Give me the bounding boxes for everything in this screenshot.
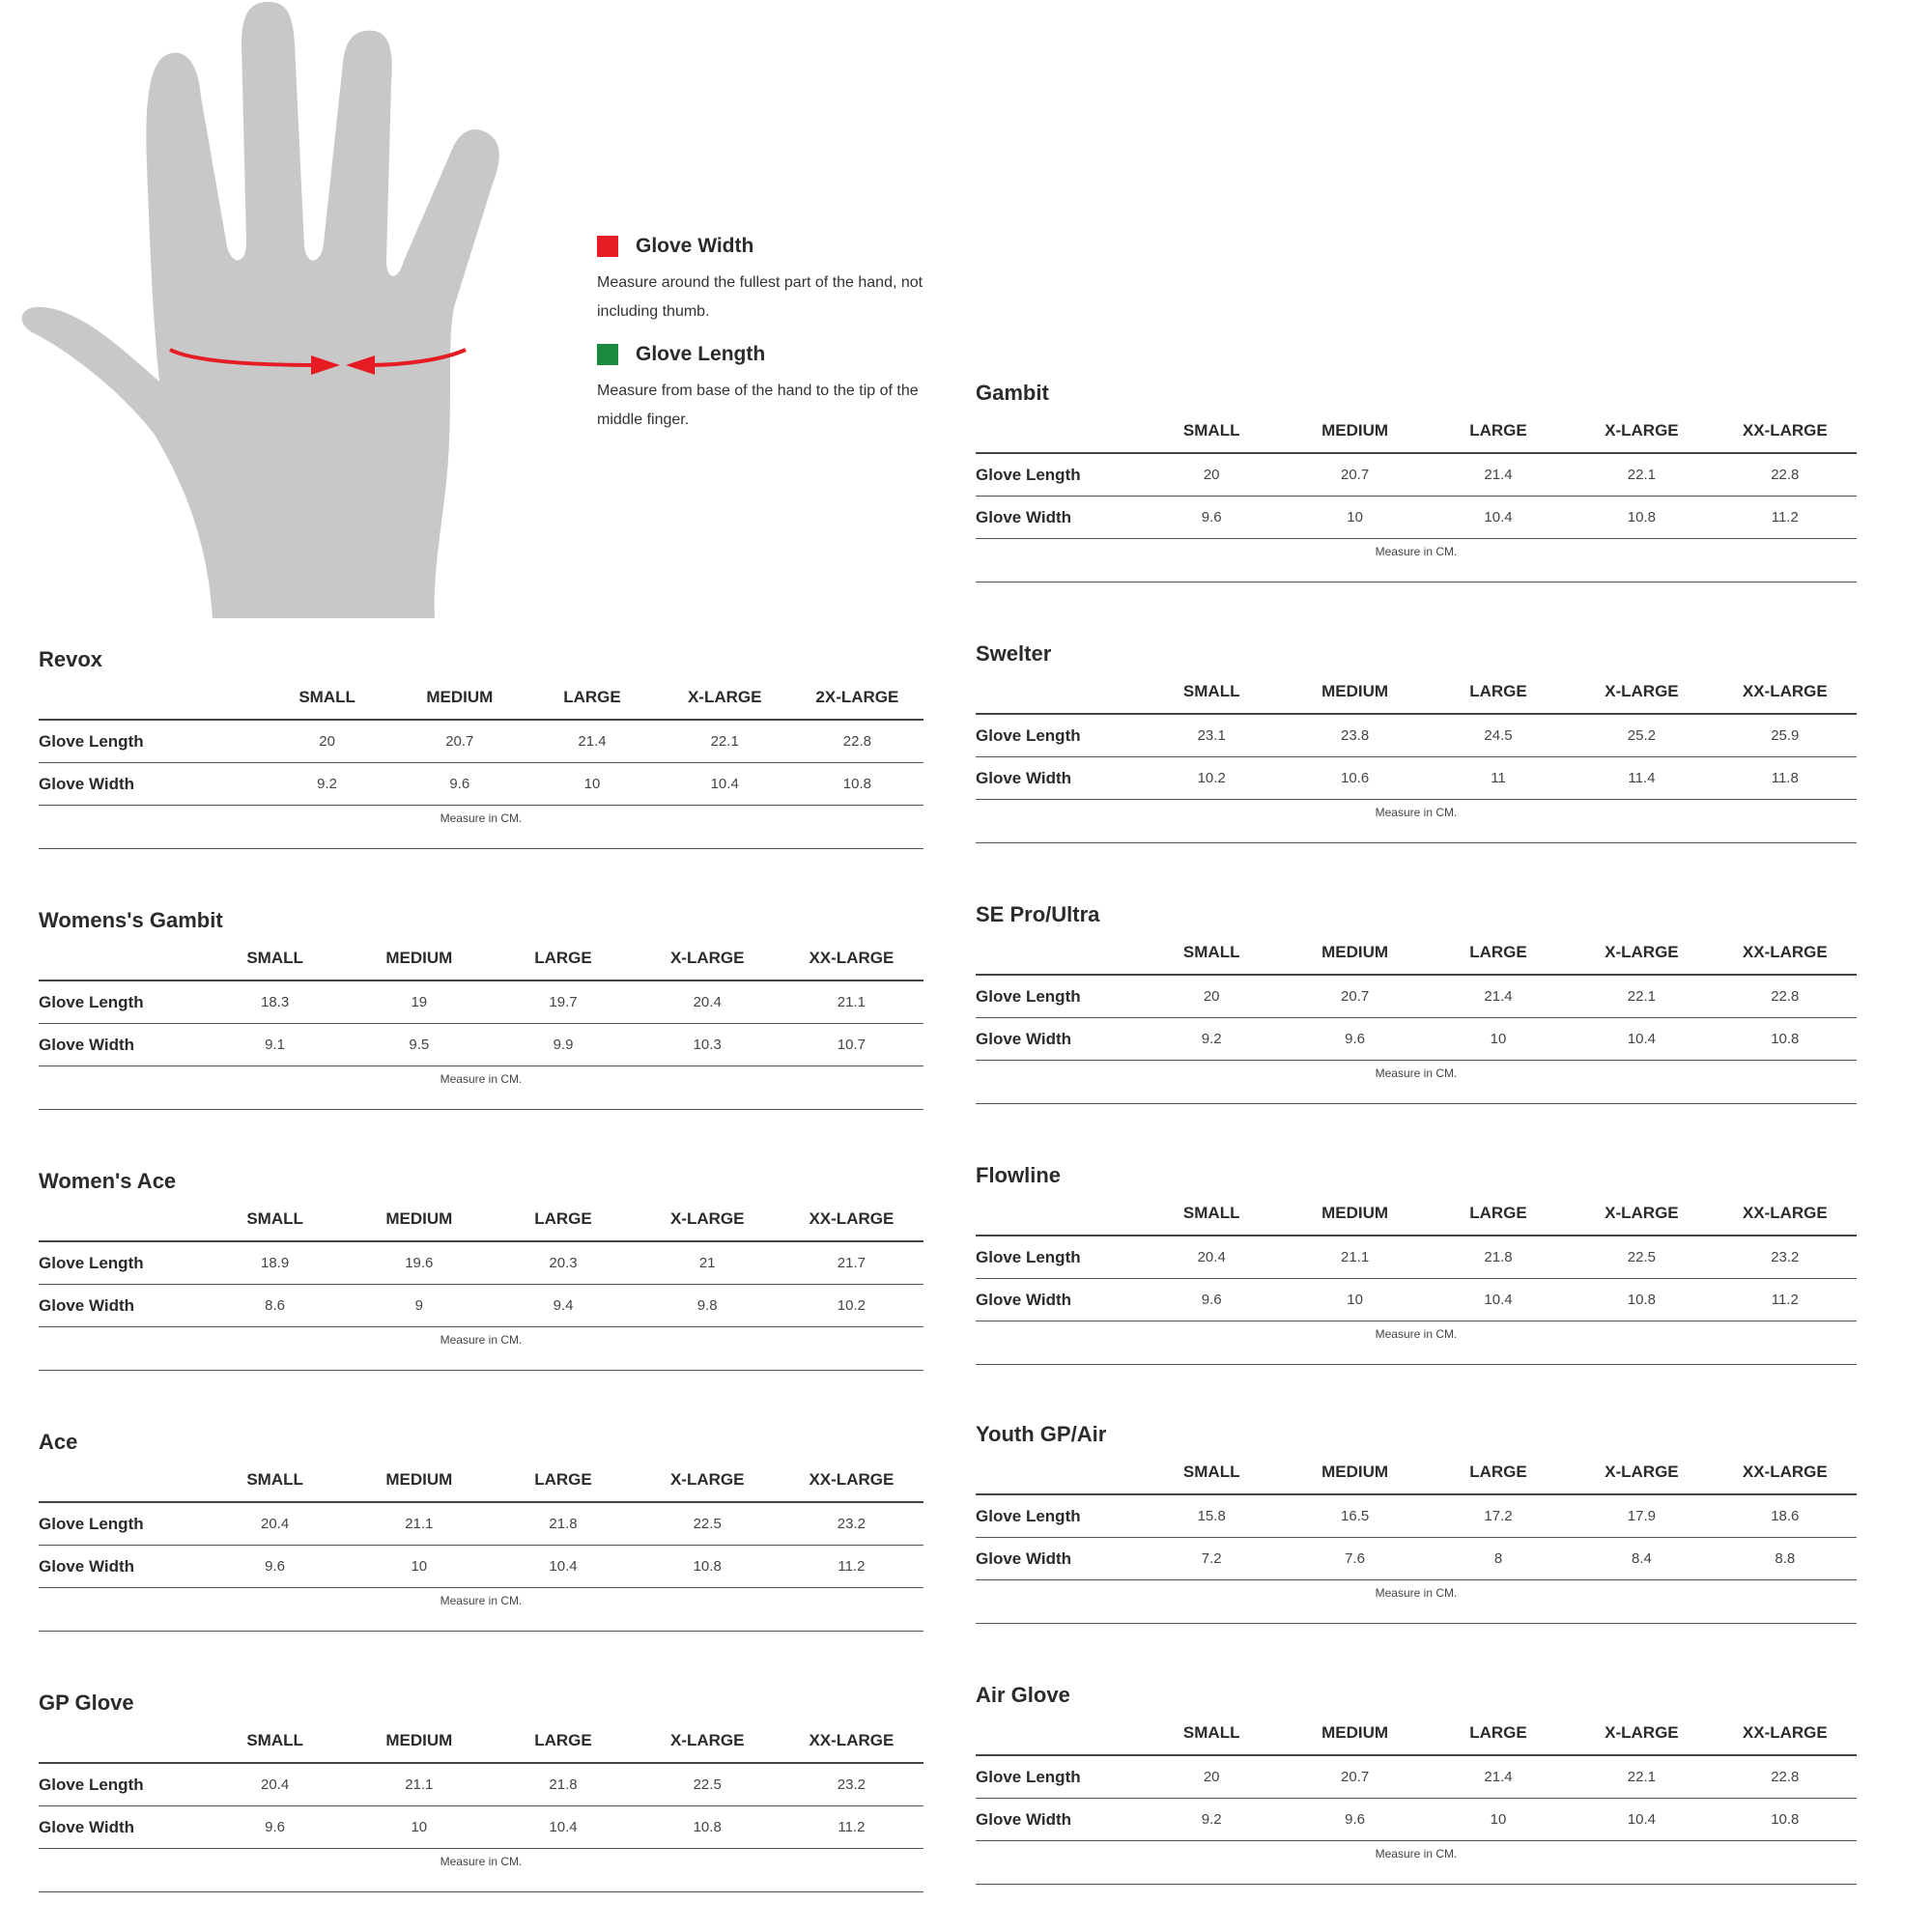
size-grid [39, 1459, 923, 1588]
units-note: Measure in CM. [39, 1066, 923, 1110]
size-header: MEDIUM [1283, 1192, 1426, 1236]
measurement-cell: 10.8 [636, 1546, 780, 1588]
size-header: LARGE [491, 1459, 635, 1503]
row-label: Glove Width [39, 1546, 203, 1588]
size-header: XX-LARGE [780, 1198, 923, 1242]
measurement-cell: 10.4 [491, 1806, 635, 1849]
row-label: Glove Length [39, 1503, 203, 1546]
row-label: Glove Width [976, 1538, 1140, 1580]
measurement-cell: 8 [1427, 1538, 1570, 1580]
measurement-cell: 22.5 [636, 1503, 780, 1546]
measurement-cell: 18.9 [203, 1242, 347, 1285]
measurement-legend [597, 232, 945, 448]
measurement-cell: 9.2 [1140, 1799, 1283, 1841]
measurement-cell: 10.4 [1427, 1279, 1570, 1321]
size-header: SMALL [1140, 670, 1283, 715]
size-header: SMALL [1140, 1192, 1283, 1236]
size-header: LARGE [1427, 670, 1570, 715]
size-header: X-LARGE [1570, 670, 1713, 715]
table-title: GP Glove [39, 1690, 134, 1715]
size-header: MEDIUM [347, 937, 491, 981]
measurement-cell: 11.2 [780, 1806, 923, 1849]
header-corner [976, 670, 1140, 715]
header-corner [39, 1719, 203, 1764]
size-header: SMALL [1140, 931, 1283, 976]
size-table-swelter [976, 638, 1857, 843]
row-label: Glove Length [39, 981, 203, 1024]
measurement-cell: 9.6 [1140, 1279, 1283, 1321]
measurement-cell: 11 [1427, 757, 1570, 800]
measurement-cell: 22.5 [1570, 1236, 1713, 1279]
measurement-cell: 20.4 [203, 1503, 347, 1546]
measurement-cell: 10 [1283, 1279, 1426, 1321]
size-header: SMALL [203, 1719, 347, 1764]
measurement-cell: 23.2 [780, 1503, 923, 1546]
measurement-cell: 21.1 [347, 1503, 491, 1546]
measurement-cell: 10.7 [780, 1024, 923, 1066]
hand-illustration [0, 0, 541, 628]
measurement-cell: 9.6 [1283, 1018, 1426, 1061]
units-note: Measure in CM. [976, 539, 1857, 582]
measurement-cell: 10.6 [1283, 757, 1426, 800]
hand-silhouette [22, 2, 499, 618]
table-title: Air Glove [976, 1683, 1070, 1707]
measurement-cell: 18.6 [1714, 1495, 1857, 1538]
size-grid [976, 1712, 1857, 1841]
measurement-cell: 11.2 [780, 1546, 923, 1588]
measurement-cell: 21.8 [491, 1503, 635, 1546]
row-label: Glove Length [976, 1756, 1140, 1799]
measurement-cell: 20.7 [393, 721, 526, 763]
size-table-air-glove [976, 1679, 1857, 1885]
size-header: SMALL [203, 937, 347, 981]
measurement-cell: 9.9 [491, 1024, 635, 1066]
row-label: Glove Length [976, 715, 1140, 757]
size-header: X-LARGE [659, 676, 791, 721]
units-note: Measure in CM. [39, 806, 923, 849]
units-note: Measure in CM. [976, 800, 1857, 843]
size-header: MEDIUM [347, 1198, 491, 1242]
header-corner [39, 1459, 203, 1503]
measurement-cell: 22.8 [1714, 976, 1857, 1018]
row-label: Glove Width [976, 757, 1140, 800]
measurement-cell: 10.8 [1714, 1018, 1857, 1061]
size-grid [976, 410, 1857, 539]
size-header: LARGE [1427, 931, 1570, 976]
size-header: XX-LARGE [1714, 410, 1857, 454]
size-header: XX-LARGE [780, 937, 923, 981]
row-label: Glove Width [976, 1799, 1140, 1841]
measurement-cell: 20.7 [1283, 454, 1426, 497]
size-grid [976, 931, 1857, 1061]
size-header: X-LARGE [636, 1719, 780, 1764]
measurement-cell: 15.8 [1140, 1495, 1283, 1538]
measurement-cell: 10 [1283, 497, 1426, 539]
measurement-cell: 10.4 [1570, 1799, 1713, 1841]
measurement-cell: 22.1 [1570, 1756, 1713, 1799]
legend-description: Measure from base of the hand to the tip of the middle finger. [597, 383, 919, 428]
measurement-cell: 10 [1427, 1799, 1570, 1841]
size-grid [39, 937, 923, 1066]
measurement-cell: 20.7 [1283, 1756, 1426, 1799]
size-header: XX-LARGE [1714, 1451, 1857, 1495]
measurement-cell: 21.1 [1283, 1236, 1426, 1279]
measurement-cell: 22.1 [1570, 454, 1713, 497]
units-note: Measure in CM. [976, 1580, 1857, 1624]
size-table-gp-glove [39, 1687, 923, 1892]
size-table-womens-gambit [39, 904, 923, 1110]
row-label: Glove Length [976, 1236, 1140, 1279]
size-table-se-pro-ultra [976, 898, 1857, 1104]
table-title: SE Pro/Ultra [976, 902, 1100, 926]
row-label: Glove Length [976, 454, 1140, 497]
size-header: MEDIUM [1283, 410, 1426, 454]
legend-glove-length [597, 340, 945, 435]
size-header: SMALL [203, 1198, 347, 1242]
header-corner [976, 1451, 1140, 1495]
row-label: Glove Length [39, 721, 261, 763]
measurement-cell: 10.2 [780, 1285, 923, 1327]
units-note: Measure in CM. [39, 1588, 923, 1632]
measurement-cell: 10.8 [1570, 497, 1713, 539]
measurement-cell: 9.1 [203, 1024, 347, 1066]
measurement-cell: 21.8 [1427, 1236, 1570, 1279]
size-grid [976, 1451, 1857, 1580]
measurement-cell: 8.8 [1714, 1538, 1857, 1580]
measurement-cell: 9.5 [347, 1024, 491, 1066]
measurement-cell: 10.3 [636, 1024, 780, 1066]
measurement-cell: 8.4 [1570, 1538, 1713, 1580]
size-header: SMALL [261, 676, 393, 721]
size-table-youth-gp-air [976, 1418, 1857, 1624]
size-header: X-LARGE [636, 1459, 780, 1503]
measurement-cell: 8.6 [203, 1285, 347, 1327]
table-title: Swelter [976, 641, 1052, 666]
size-header: MEDIUM [1283, 1451, 1426, 1495]
row-label: Glove Width [39, 1024, 203, 1066]
row-label: Glove Width [976, 1018, 1140, 1061]
measurement-cell: 17.2 [1427, 1495, 1570, 1538]
size-grid [976, 1192, 1857, 1321]
size-header: XX-LARGE [1714, 670, 1857, 715]
size-grid [976, 670, 1857, 800]
measurement-cell: 21.7 [780, 1242, 923, 1285]
size-header: X-LARGE [1570, 1712, 1713, 1756]
measurement-cell: 11.4 [1570, 757, 1713, 800]
row-label: Glove Width [39, 1285, 203, 1327]
measurement-cell: 23.2 [780, 1764, 923, 1806]
row-label: Glove Length [39, 1764, 203, 1806]
row-label: Glove Length [39, 1242, 203, 1285]
size-header: LARGE [526, 676, 658, 721]
measurement-cell: 21.4 [526, 721, 658, 763]
measurement-cell: 18.3 [203, 981, 347, 1024]
measurement-cell: 10.8 [791, 763, 923, 806]
measurement-cell: 16.5 [1283, 1495, 1426, 1538]
units-note: Measure in CM. [976, 1061, 1857, 1104]
measurement-cell: 22.5 [636, 1764, 780, 1806]
measurement-cell: 21.4 [1427, 976, 1570, 1018]
table-title: Womens's Gambit [39, 908, 223, 932]
row-label: Glove Width [39, 1806, 203, 1849]
measurement-cell: 19.6 [347, 1242, 491, 1285]
size-header: MEDIUM [347, 1719, 491, 1764]
measurement-cell: 24.5 [1427, 715, 1570, 757]
measurement-cell: 21 [636, 1242, 780, 1285]
measurement-cell: 17.9 [1570, 1495, 1713, 1538]
size-grid [39, 1719, 923, 1849]
measurement-cell: 11.8 [1714, 757, 1857, 800]
measurement-cell: 20 [1140, 1756, 1283, 1799]
measurement-cell: 9.2 [1140, 1018, 1283, 1061]
measurement-cell: 10.8 [1714, 1799, 1857, 1841]
size-header: X-LARGE [636, 937, 780, 981]
header-corner [976, 1192, 1140, 1236]
size-header: X-LARGE [636, 1198, 780, 1242]
measurement-cell: 21.4 [1427, 454, 1570, 497]
measurement-cell: 10.8 [636, 1806, 780, 1849]
size-header: MEDIUM [1283, 670, 1426, 715]
measurement-cell: 25.2 [1570, 715, 1713, 757]
measurement-cell: 22.1 [1570, 976, 1713, 1018]
row-label: Glove Width [976, 497, 1140, 539]
measurement-cell: 9 [347, 1285, 491, 1327]
measurement-cell: 9.6 [393, 763, 526, 806]
measurement-cell: 9.8 [636, 1285, 780, 1327]
measurement-cell: 22.8 [1714, 454, 1857, 497]
legend-description: Measure around the fullest part of the hand, not including thumb. [597, 274, 923, 320]
units-note: Measure in CM. [976, 1841, 1857, 1885]
units-note: Measure in CM. [39, 1849, 923, 1892]
size-header: XX-LARGE [1714, 931, 1857, 976]
size-header: LARGE [1427, 1192, 1570, 1236]
legend-title: Glove Length [636, 343, 766, 365]
row-label: Glove Width [976, 1279, 1140, 1321]
measurement-cell: 22.8 [791, 721, 923, 763]
measurement-cell: 9.2 [261, 763, 393, 806]
measurement-cell: 23.8 [1283, 715, 1426, 757]
measurement-cell: 22.1 [659, 721, 791, 763]
size-table-revox [39, 643, 923, 849]
measurement-cell: 20 [1140, 976, 1283, 1018]
table-title: Flowline [976, 1163, 1061, 1187]
size-table-womens-ace [39, 1165, 923, 1371]
size-header: MEDIUM [1283, 931, 1426, 976]
measurement-cell: 20.4 [203, 1764, 347, 1806]
measurement-cell: 9.6 [203, 1806, 347, 1849]
size-header: X-LARGE [1570, 931, 1713, 976]
measurement-cell: 21.8 [491, 1764, 635, 1806]
measurement-cell: 20.3 [491, 1242, 635, 1285]
measurement-cell: 21.1 [780, 981, 923, 1024]
green-square-icon [597, 344, 618, 365]
size-header: LARGE [1427, 1712, 1570, 1756]
header-corner [976, 1712, 1140, 1756]
header-corner [39, 676, 261, 721]
measurement-cell: 25.9 [1714, 715, 1857, 757]
measurement-cell: 10 [526, 763, 658, 806]
measurement-cell: 9.4 [491, 1285, 635, 1327]
size-header: LARGE [491, 1198, 635, 1242]
size-grid [39, 1198, 923, 1327]
measurement-cell: 22.8 [1714, 1756, 1857, 1799]
size-header: SMALL [1140, 410, 1283, 454]
measurement-cell: 9.6 [1140, 497, 1283, 539]
header-corner [976, 931, 1140, 976]
table-title: Gambit [976, 381, 1049, 405]
measurement-cell: 10.4 [659, 763, 791, 806]
size-header: X-LARGE [1570, 410, 1713, 454]
size-header: MEDIUM [347, 1459, 491, 1503]
size-header: XX-LARGE [780, 1459, 923, 1503]
size-table-flowline [976, 1159, 1857, 1365]
measurement-cell: 19.7 [491, 981, 635, 1024]
measurement-cell: 10 [347, 1806, 491, 1849]
header-corner [39, 937, 203, 981]
size-header: MEDIUM [1283, 1712, 1426, 1756]
measurement-cell: 11.2 [1714, 1279, 1857, 1321]
size-header: X-LARGE [1570, 1451, 1713, 1495]
size-header: SMALL [203, 1459, 347, 1503]
size-header: XX-LARGE [1714, 1192, 1857, 1236]
measurement-cell: 10.4 [491, 1546, 635, 1588]
measurement-cell: 7.6 [1283, 1538, 1426, 1580]
header-corner [39, 1198, 203, 1242]
table-title: Youth GP/Air [976, 1422, 1107, 1446]
size-header: 2X-LARGE [791, 676, 923, 721]
measurement-cell: 19 [347, 981, 491, 1024]
size-header: SMALL [1140, 1451, 1283, 1495]
size-header: LARGE [491, 937, 635, 981]
row-label: Glove Length [976, 976, 1140, 1018]
measurement-cell: 11.2 [1714, 497, 1857, 539]
legend-glove-width [597, 232, 945, 327]
size-grid [39, 676, 923, 806]
size-table-ace [39, 1426, 923, 1632]
units-note: Measure in CM. [39, 1327, 923, 1371]
measurement-cell: 20.4 [636, 981, 780, 1024]
measurement-cell: 10.2 [1140, 757, 1283, 800]
row-label: Glove Width [39, 763, 261, 806]
measurement-cell: 20 [261, 721, 393, 763]
table-title: Women's Ace [39, 1169, 177, 1193]
legend-title: Glove Width [636, 235, 754, 257]
size-table-gambit [976, 377, 1857, 582]
size-header: LARGE [1427, 1451, 1570, 1495]
units-note: Measure in CM. [976, 1321, 1857, 1365]
size-header: X-LARGE [1570, 1192, 1713, 1236]
measurement-cell: 10.4 [1427, 497, 1570, 539]
size-header: XX-LARGE [1714, 1712, 1857, 1756]
red-square-icon [597, 236, 618, 257]
measurement-cell: 7.2 [1140, 1538, 1283, 1580]
table-title: Ace [39, 1430, 78, 1454]
table-title: Revox [39, 647, 103, 671]
measurement-cell: 10 [1427, 1018, 1570, 1061]
measurement-cell: 20 [1140, 454, 1283, 497]
size-header: XX-LARGE [780, 1719, 923, 1764]
measurement-cell: 21.1 [347, 1764, 491, 1806]
measurement-cell: 10.4 [1570, 1018, 1713, 1061]
size-header: SMALL [1140, 1712, 1283, 1756]
measurement-cell: 21.4 [1427, 1756, 1570, 1799]
size-header: LARGE [1427, 410, 1570, 454]
measurement-cell: 9.6 [203, 1546, 347, 1588]
measurement-cell: 10 [347, 1546, 491, 1588]
measurement-cell: 23.1 [1140, 715, 1283, 757]
measurement-cell: 10.8 [1570, 1279, 1713, 1321]
header-corner [976, 410, 1140, 454]
size-header: MEDIUM [393, 676, 526, 721]
row-label: Glove Length [976, 1495, 1140, 1538]
size-header: LARGE [491, 1719, 635, 1764]
measurement-cell: 20.4 [1140, 1236, 1283, 1279]
measurement-cell: 9.6 [1283, 1799, 1426, 1841]
hand-measure-icon [0, 0, 541, 628]
measurement-cell: 23.2 [1714, 1236, 1857, 1279]
measurement-cell: 20.7 [1283, 976, 1426, 1018]
